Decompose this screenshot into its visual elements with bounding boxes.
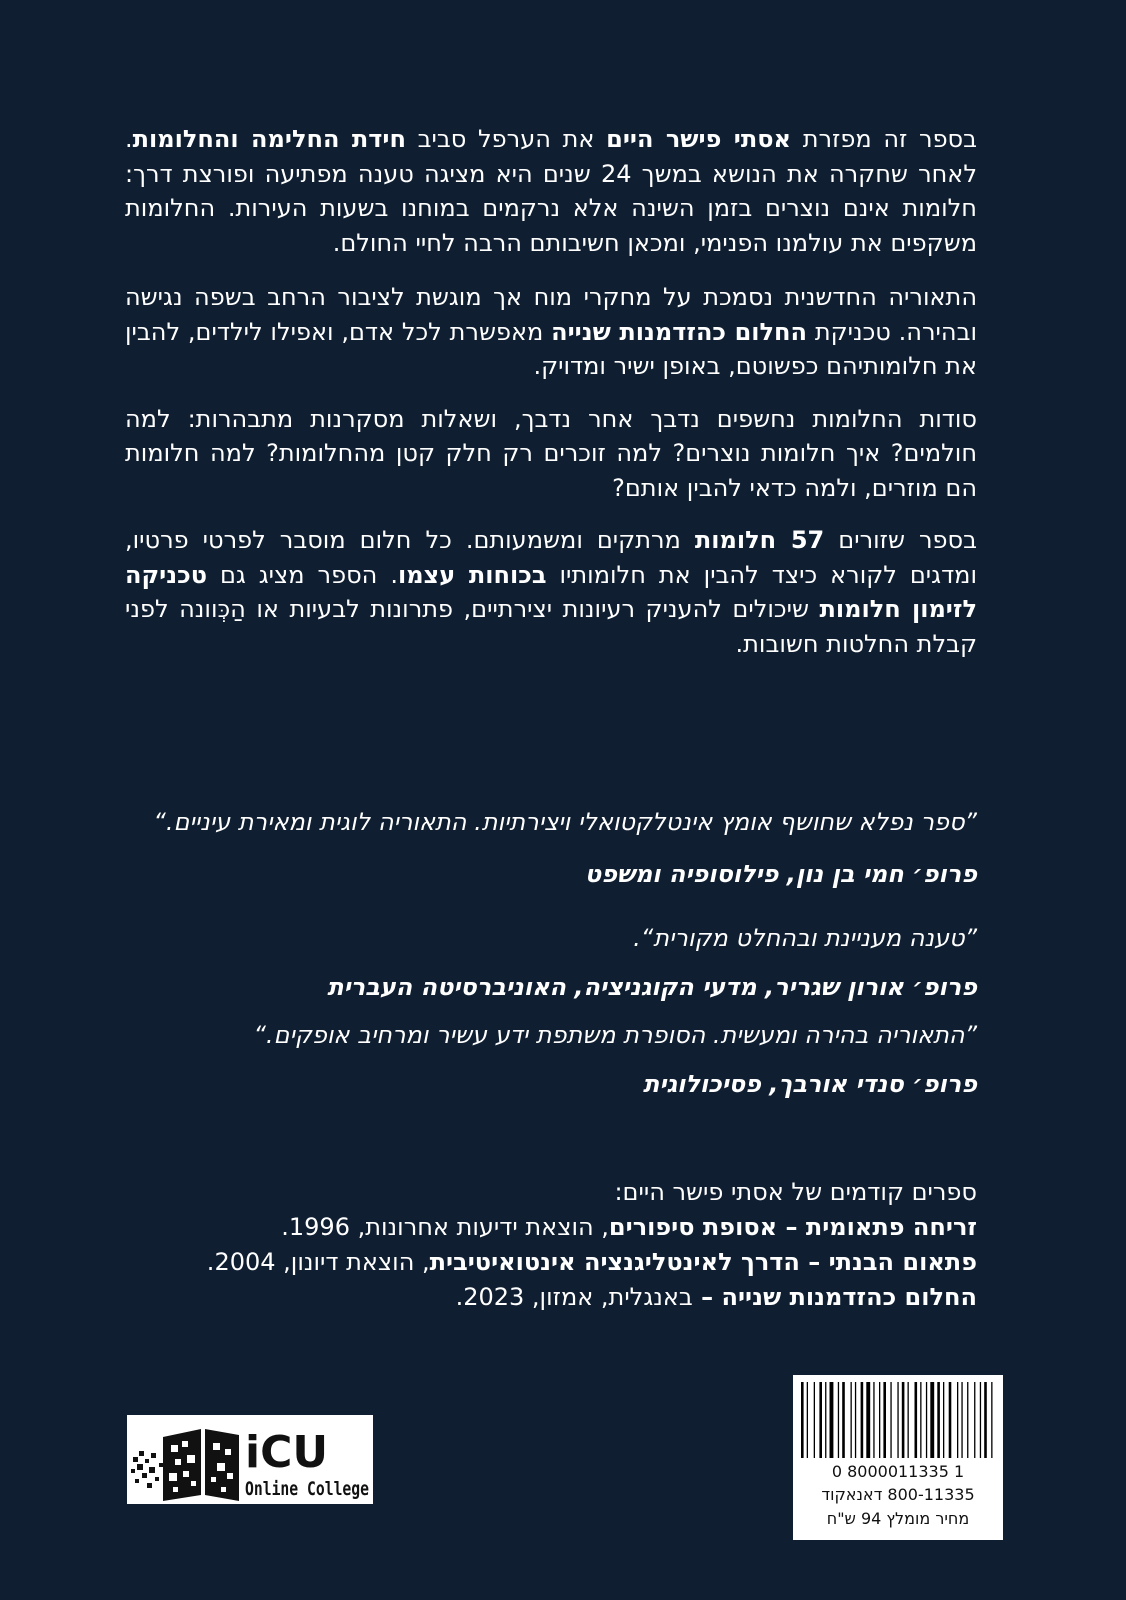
previous-book-title: זריחה פתאומית – אסופת סיפורים (608, 1213, 977, 1241)
previous-books (125, 1175, 977, 1315)
barcode-bars (799, 1382, 997, 1458)
previous-books-heading: ספרים קודמים של אסתי פישר היים: (614, 1178, 977, 1206)
endorsement-quote: ”ספר נפלא שחושף אומץ אינטלקטואלי ויצירתיות. התאוריה לוגית ומאירת עיניים.“ (153, 808, 977, 836)
endorsement-author: פרופ׳ אורון שגריר, מדעי הקוגניציה, האוניברסיטה העברית (327, 972, 977, 1001)
previous-book-details: באנגלית, אמזון, 2023. (455, 1283, 693, 1311)
previous-book (125, 1280, 977, 1315)
previous-book-title: החלום כהזדמנות שנייה – (692, 1283, 977, 1311)
danacode: 800-11335 דאנאקוד (821, 1485, 975, 1504)
previous-book-title: פתאום הבנתי – הדרך לאינטליגנציה אינטואיטיבית (429, 1248, 977, 1276)
endorsement-author: פרופ׳ סנדי אורבך, פסיכולוגית (642, 1069, 977, 1098)
blurb-paragraph-1: בספר זה מפזרת אסתי פישר היים את הערפל סביב חידת החלימה והחלומות. לאחר שחקרה את הנושא במשך 24 שנים היא מציגה טענה מפתיעה ופורצת דרך: חלומות אינם נוצרים בזמן השינה אלא נרקמים במוחנו בשעות העירות. החלומות משקפים את עולמנו הפנימי, ומכאן חשיבותם הרבה לחיי החולם. (125, 125, 978, 257)
book-icon (127, 1415, 373, 1504)
icu-online-college-logo (127, 1415, 373, 1504)
logo-subtitle: Online College (245, 1478, 369, 1500)
logo-brand: iCU (245, 1427, 329, 1478)
previous-book (125, 1210, 977, 1245)
blurb-paragraph-2: התאוריה החדשנית נסמכת על מחקרי מוח אך מוגשת לציבור הרחב בשפה נגישה ובהירה. טכניקת החלום כהזדמנות שנייה מאפשרת לכל אדם, ואפילו לילדים, להבין את חלומותיהם כפשוטם, באופן ישיר ומדויק. (125, 283, 977, 380)
blurb-paragraph-4: בספר שזורים 57 חלומות מרתקים ומשמעותם. כל חלום מוסבר לפרטי פרטיו, ומדגים לקורא כיצד להבין את חלומותיו בכוחות עצמו. הספר מציג גם טכניקה לזימון חלומות שיכולים להעניק רעיונות יצירתיים, פתרונות לבעיות או הַכְּוונה לפני קבלת החלטות חשובות. (125, 526, 978, 658)
endorsement-quote: ”התאוריה בהירה ומעשית. הסופרת משתפת ידע עשיר ומרחיב אופקים.“ (253, 1021, 977, 1049)
price: מחיר מומלץ 94 ש"ח (826, 1509, 970, 1528)
blurb-paragraph-3: סודות החלומות נחשפים נדבך אחר נדבך, ושאלות מסקרנות מתבהרות: למה חולמים? איך חלומות נוצרים? למה זוכרים רק חלק קטן מהחלומות? למה חלומות הם מוזרים, ולמה כדאי להבין אותם? (125, 404, 977, 502)
endorsement-quote: ”טענה מעניינת ובהחלט מקורית“. (633, 924, 977, 952)
blurb (125, 122, 977, 661)
previous-book-details: , הוצאת ידיעות אחרונות, 1996. (281, 1213, 609, 1241)
endorsement-author: פרופ׳ חמי בן נון, פילוסופיה ומשפט (584, 859, 977, 888)
previous-book (125, 1245, 977, 1280)
barcode-label (793, 1375, 1003, 1540)
endorsements (125, 805, 977, 1101)
barcode-number: 0 8000011335 1 (831, 1462, 965, 1481)
previous-book-details: , הוצאת דיונון, 2004. (206, 1248, 430, 1276)
